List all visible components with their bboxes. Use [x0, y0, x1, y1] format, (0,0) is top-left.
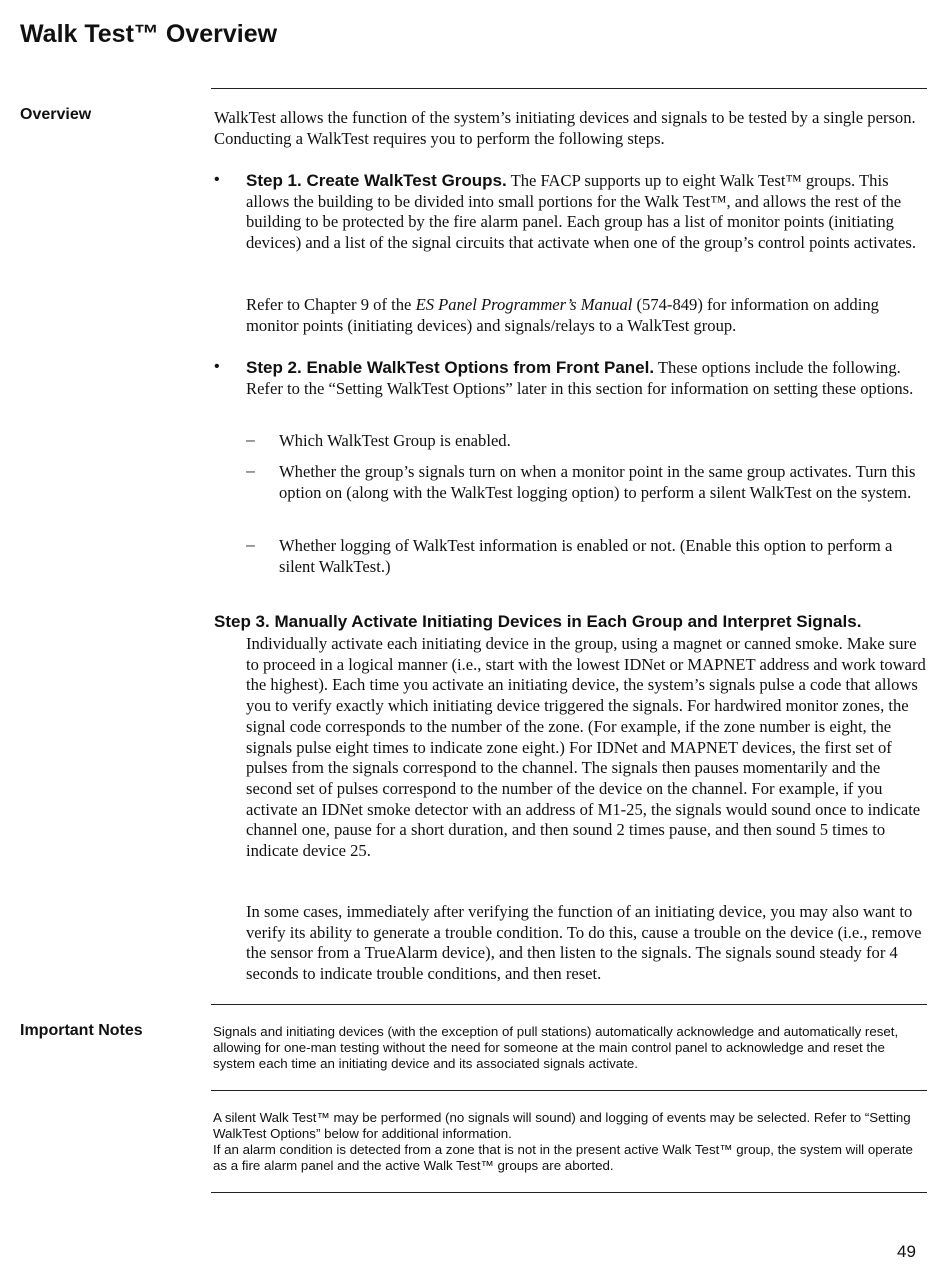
step2-option: Which WalkTest Group is enabled.	[279, 431, 511, 450]
note-auto-acknowledge: Signals and initiating devices (with the exception of pull stations) automatically acknowledge and automatically reset, allowing for one-man testing without the need for someone at the main control panel to acknowledge and reset the system each time an initiating device and its associated signals activate.	[213, 1024, 899, 1071]
important-notes-label: Important Notes	[20, 1022, 143, 1039]
notes-divider	[211, 1090, 927, 1091]
step2-paragraph	[246, 358, 926, 399]
step1-ref-text: Refer to Chapter 9 of the	[246, 295, 416, 314]
step1-body: The FACP supports up to eight Walk Test™ groups. This allows the building to be divided into small portions for the Walk Test™, and allows the rest of the building to be protected by the fire alarm panel. Each group has a list of monitor points (initiating devices) and a list of the signal circuits that activate when one of the group’s control points activates.	[246, 171, 917, 253]
section-divider	[211, 1004, 927, 1005]
note-alarm-condition: If an alarm condition is detected from a zone that is not in the present active Walk Test™ group, the system will operate as a fire alarm panel and the active Walk Test™ groups are aborted.	[213, 1142, 913, 1173]
overview-intro: WalkTest allows the function of the system’s initiating devices and signals to be tested by a single person. Conducting a WalkTest requires you to perform the following steps.	[214, 108, 916, 148]
step2-option: Whether the group’s signals turn on when a monitor point in the same group activates. Turn this option on (along with the WalkTest logging option) to perform a silent WalkTest on the system.	[279, 462, 916, 502]
step3-trouble-paragraph: In some cases, immediately after verifying the function of an initiating device, you may also want to verify its ability to generate a trouble condition. To do this, cause a trouble on the device (i.e., remove the sensor from a TrueAlarm device), and then listen to the signals. The signals sound steady for 4 seconds to indicate trouble conditions, and then reset.	[246, 902, 922, 984]
option-dash: –	[246, 463, 255, 480]
page-title: Walk Test™ Overview	[20, 20, 278, 48]
page-number: 49	[897, 1242, 916, 1261]
step1-paragraph	[246, 171, 926, 254]
step2-body: These options include the following. Refer to the “Setting WalkTest Options” later in this section for information on setting these options.	[246, 358, 914, 398]
top-divider	[211, 88, 927, 89]
option-dash: –	[246, 432, 255, 449]
overview-label: Overview	[20, 106, 92, 123]
step3-body: Individually activate each initiating device in the group, using a magnet or canned smoke. Make sure to proceed in a logical manner (i.e., start with the lowest IDNet or MAPNET address and work toward the highest). Each time you activate an initiating device, the system’s signals pulse a code that allows you to verify exactly which initiating device triggered the signals. For hardwired monitor zones, the signal code corresponds to the number of the zone. (For example, if the zone number is eight, the signals pulse eight times to indicate zone eight.) For IDNet and MAPNET devices, the first set of pulses from the signals correspond to the channel. The signals then pauses momentarily and the second set of pulses correspond to the number of the device on the channel. For example, if you activate an IDNet smoke detector with an address of M1-25, the signals would sound once to indicate channel one, pause for a short duration, and then sound 2 times pause, and then sound 5 times to indicate device 25.	[246, 634, 926, 861]
note-silent-walktest: A silent Walk Test™ may be performed (no signals will sound) and logging of events may be selected. Refer to “Setting WalkTest Options” below for additional information.	[213, 1110, 911, 1141]
manual-title: ES Panel Programmer’s Manual	[415, 295, 633, 314]
step2-bullet: •	[214, 358, 220, 375]
step2-heading: Step 2. Enable WalkTest Options from Front Panel.	[246, 358, 655, 377]
step3-heading: Step 3. Manually Activate Initiating Devices in Each Group and Interpret Signals.	[214, 612, 862, 631]
step1-bullet: •	[214, 171, 220, 188]
step1-reference	[246, 295, 926, 336]
step2-option: Whether logging of WalkTest information is enabled or not. (Enable this option to perform a silent WalkTest.)	[279, 536, 893, 576]
bottom-divider	[211, 1192, 927, 1193]
step1-ref-rest: (574-849) for information on adding monitor points (initiating devices) and signals/relays to a WalkTest group.	[246, 295, 879, 335]
step1-heading: Step 1. Create WalkTest Groups.	[246, 171, 507, 190]
option-dash: –	[246, 537, 255, 554]
